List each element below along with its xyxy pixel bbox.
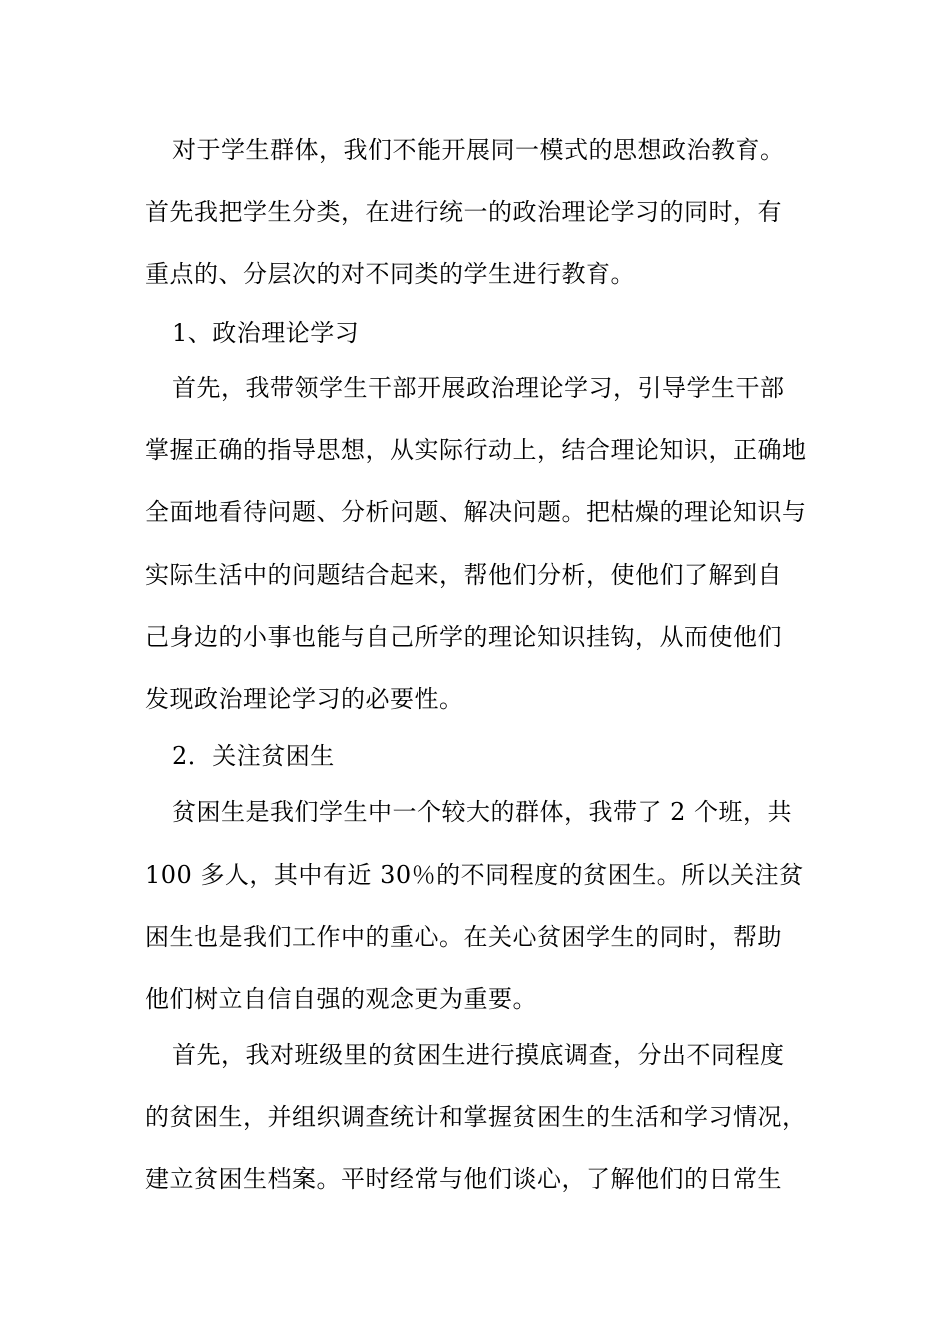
paragraph-line: 建立贫困生档案。平时经常与他们谈心，了解他们的日常生 [145, 1165, 782, 1193]
section-heading: 2．关注贫困生 [172, 742, 335, 770]
paragraph-line: 掌握正确的指导思想，从实际行动上，结合理论知识，正确地 [145, 436, 807, 464]
paragraph-line: 首先我把学生分类，在进行统一的政治理论学习的同时，有 [145, 198, 782, 226]
paragraph-line: 困生也是我们工作中的重心。在关心贫困学生的同时，帮助 [145, 923, 782, 951]
paragraph-line: 他们树立自信自强的观念更为重要。 [145, 985, 537, 1013]
paragraph-line: 对于学生群体，我们不能开展同一模式的思想政治教育。 [172, 136, 785, 164]
paragraph-line: 己身边的小事也能与自己所学的理论知识挂钩，从而使他们 [145, 623, 782, 651]
paragraph-line: 全面地看待问题、分析问题、解决问题。把枯燥的理论知识与 [145, 498, 807, 526]
section-heading: 1、政治理论学习 [172, 319, 360, 347]
paragraph-line: 发现政治理论学习的必要性。 [145, 685, 464, 713]
paragraph-line: 首先，我带领学生干部开展政治理论学习，引导学生干部 [172, 374, 785, 402]
paragraph-line: 实际生活中的问题结合起来，帮他们分析，使他们了解到自 [145, 561, 782, 589]
paragraph-line: 首先，我对班级里的贫困生进行摸底调查，分出不同程度 [172, 1041, 785, 1069]
paragraph-line: 100 多人，其中有近 30％的不同程度的贫困生。所以关注贫 [145, 861, 804, 889]
paragraph-line: 的贫困生，并组织调查统计和掌握贫困生的生活和学习情况， [145, 1103, 807, 1131]
paragraph-line: 重点的、分层次的对不同类的学生进行教育。 [145, 260, 635, 288]
paragraph-line: 贫困生是我们学生中一个较大的群体，我带了 2 个班，共 [172, 798, 793, 826]
